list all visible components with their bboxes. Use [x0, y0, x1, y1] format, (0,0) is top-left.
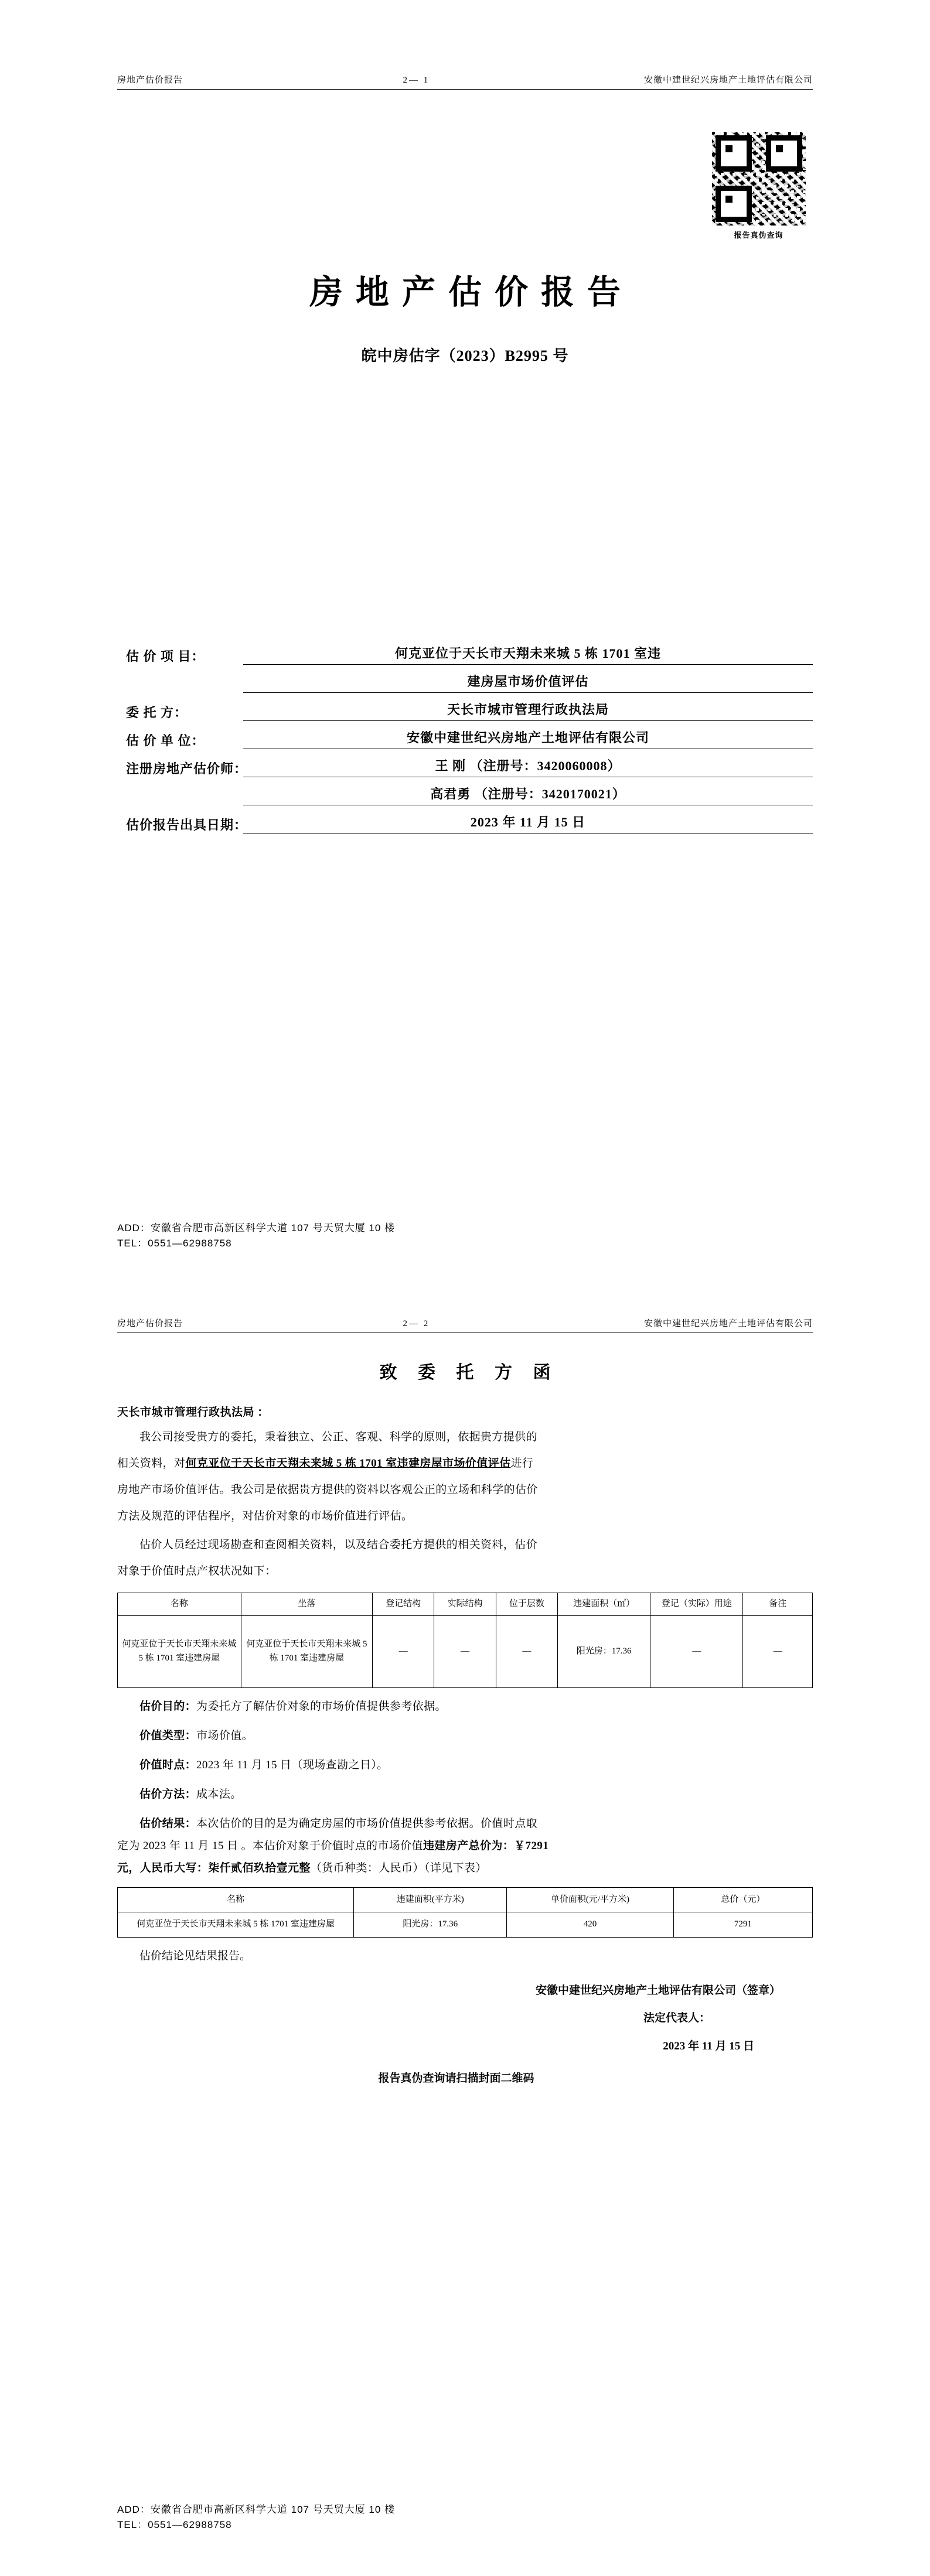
valuation-result-table: [117, 1887, 813, 1938]
kv-result-currency-note: （货币种类：人民币）（详见下表）: [310, 1862, 487, 1875]
kv-value-date-value: 2023 年 11 月 15 日（现场查勘之日）。: [196, 1758, 389, 1771]
td-remark: —: [743, 1615, 813, 1687]
table-row: [118, 1912, 813, 1937]
kv-value-date: [117, 1755, 813, 1776]
kv-result-line-1: 本次估价的目的是为确定房屋的市场价值提供参考依据。价值时点取: [196, 1817, 538, 1830]
page-1-footer: [117, 1221, 813, 1251]
paragraph-2-line-2: 对象于价值时点产权状况如下：: [117, 1565, 277, 1578]
footer-tel-2: TEL：0551—62988758: [117, 2519, 232, 2530]
kv-purpose: [117, 1696, 813, 1717]
td-location: 何克亚位于天长市天翔未来城 5 栋 1701 室违建房屋: [241, 1615, 372, 1687]
th-use: 登记（实际）用途: [650, 1593, 743, 1615]
th-location: 坐落: [241, 1593, 372, 1615]
th-result-unit-price: 单价面积(元/平方米): [507, 1888, 674, 1912]
meta-row-appraiser: [126, 756, 813, 777]
td-registered-structure: —: [372, 1615, 434, 1687]
running-header-2-page-number: 2— 2: [403, 1319, 430, 1328]
td-result-total: 7291: [673, 1912, 812, 1937]
paragraph-1-line-4: 方法及规范的评估程序，对估价对象的市场价值进行评估。: [117, 1510, 413, 1523]
paragraph-1-line-2c: 进行: [510, 1457, 534, 1470]
footer-tel: TEL：0551—62988758: [117, 1237, 232, 1249]
td-result-unit-price: 420: [507, 1912, 674, 1937]
th-result-name: 名称: [118, 1888, 354, 1912]
running-header: [117, 0, 813, 90]
meta-row-date: [126, 812, 813, 833]
meta-label-date: 估价报告出具日期：: [126, 818, 248, 832]
meta-row-project: [126, 644, 813, 665]
qr-verification-note: 报告真伪查询请扫描封面二维码: [378, 2072, 534, 2085]
signature-company: 安徽中建世纪兴房地产土地评估有限公司（签章）: [535, 1984, 781, 1997]
page-2-footer: [117, 2502, 813, 2532]
meta-row-project-cont: [126, 672, 813, 693]
td-name: 何克亚位于天长市天翔未来城 5 栋 1701 室违建房屋: [118, 1615, 241, 1687]
paragraph-1-line-2a: 相关资料，对: [117, 1457, 186, 1470]
conclusion-note: 估价结论见结果报告。: [139, 1949, 251, 1962]
meta-label-client: 委 托 方：: [126, 705, 188, 720]
running-header-left: 房地产估价报告: [117, 76, 183, 85]
qr-eye-top-left: [716, 135, 752, 172]
paragraph-1-project-emphasis: 何克亚位于天长市天翔未来城 5 栋 1701 室违建房屋市场价值评估: [185, 1457, 511, 1470]
signature-legal-rep: 法定代表人：: [643, 2012, 710, 2025]
running-header-page-number: 2— 1: [403, 76, 430, 85]
td-use: —: [650, 1615, 743, 1687]
meta-row-client: [126, 700, 813, 721]
qr-block: [707, 132, 810, 240]
th-result-area: 违建面积(平方米): [354, 1888, 507, 1912]
meta-value-project: 何克亚位于天长市天翔未来城 5 栋 1701 室违: [243, 644, 813, 665]
addressee: 天长市城市管理行政执法局 ：: [117, 1406, 269, 1419]
td-result-name: 何克亚位于天长市天翔未来城 5 栋 1701 室违建房屋: [118, 1912, 354, 1937]
meta-spacer-2: [126, 784, 243, 805]
kv-value-date-label: 价值时点：: [139, 1758, 197, 1771]
meta-block: [117, 644, 813, 833]
paragraph-1-line-3: 房地产市场价值评估。我公司是依据贵方提供的资料以客观公正的立场和科学的估价: [117, 1484, 538, 1497]
kv-method-value: 成本法。: [196, 1788, 242, 1801]
qr-eye-bottom-left: [716, 186, 752, 222]
kv-value-type-label: 价值类型：: [139, 1729, 197, 1742]
running-header-2: [117, 1306, 813, 1333]
meta-label-firm: 估 价 单 位：: [126, 733, 205, 748]
kv-purpose-label: 估价目的：: [139, 1700, 197, 1713]
td-result-area: 阳光房：17.36: [354, 1912, 507, 1937]
kv-result: [117, 1813, 813, 1834]
table-row: [118, 1615, 813, 1687]
kv-result-amount-words: 元，人民币大写：柒仟贰佰玖拾壹元整: [117, 1862, 311, 1875]
footer-address-2: ADD：安徽省合肥市高新区科学大道 107 号天贸大厦 10 楼: [117, 2504, 396, 2515]
paragraph-1: [117, 1426, 813, 1448]
result-table-header-row: [118, 1888, 813, 1912]
kv-method-label: 估价方法：: [139, 1788, 197, 1801]
paragraph-1-line-2-wrap: [117, 1453, 813, 1474]
meta-value-appraiser-1: 王 刚 （注册号：3420060008）: [243, 756, 813, 777]
paragraph-2-line-1: 估价人员经过现场勘查和查阅相关资料，以及结合委托方提供的相关资料，估价: [139, 1539, 538, 1552]
th-registered-structure: 登记结构: [372, 1593, 434, 1615]
th-name: 名称: [118, 1593, 241, 1615]
td-illegal-area: 阳光房：17.36: [558, 1615, 650, 1687]
qr-eye-top-right: [766, 135, 802, 172]
kv-value-type: [117, 1726, 813, 1747]
meta-row-appraiser-cont: [126, 784, 813, 805]
th-result-total: 总价（元）: [673, 1888, 812, 1912]
signature-date: 2023 年 11 月 15 日: [663, 2039, 754, 2052]
meta-value-firm: 安徽中建世纪兴房地产土地评估有限公司: [243, 728, 813, 749]
meta-label-project: 估 价 项 目：: [126, 649, 205, 664]
meta-value-date: 2023 年 11 月 15 日: [243, 812, 813, 833]
meta-value-client: 天长市城市管理行政执法局: [243, 700, 813, 721]
th-floor: 位于层数: [496, 1593, 557, 1615]
kv-value-type-value: 市场价值。: [196, 1729, 254, 1742]
td-actual-structure: —: [434, 1615, 496, 1687]
kv-result-total-price: 违建房产总价为：￥7291: [423, 1840, 549, 1852]
qr-caption: 报告真伪查询: [734, 231, 783, 240]
page-title: 房地产估价报告: [309, 274, 633, 311]
qr-code-icon[interactable]: [712, 132, 806, 226]
th-actual-structure: 实际结构: [434, 1593, 496, 1615]
footer-address: ADD：安徽省合肥市高新区科学大道 107 号天贸大厦 10 楼: [117, 1222, 396, 1234]
running-header-2-right: 安徽中建世纪兴房地产土地评估有限公司: [643, 1319, 813, 1328]
running-header-right: 安徽中建世纪兴房地产土地评估有限公司: [643, 76, 813, 85]
kv-purpose-value: 为委托方了解估价对象的市场价值提供参考依据。: [196, 1700, 447, 1713]
meta-label-appraiser: 注册房地产估价师：: [126, 761, 248, 776]
paragraph-1-line-1: 我公司接受贵方的委托，秉着独立、公正、客观、科学的原则，依据贵方提供的: [139, 1431, 538, 1443]
table-header-row: [118, 1593, 813, 1615]
document-number: 皖中房估字（2023）B2995 号: [361, 347, 569, 364]
kv-result-line-3-wrap: [117, 1858, 813, 1879]
td-floor: —: [496, 1615, 557, 1687]
meta-spacer: [126, 672, 243, 693]
page-2: [0, 1306, 930, 2576]
th-remark: 备注: [743, 1593, 813, 1615]
meta-value-appraiser-2: 高君勇 （注册号：3420170021）: [243, 784, 813, 805]
running-header-2-left: 房地产估价报告: [117, 1319, 183, 1328]
property-status-table: [117, 1593, 813, 1687]
meta-row-firm: [126, 728, 813, 749]
kv-result-label: 估价结果：: [139, 1817, 197, 1830]
signature-block: [117, 1977, 813, 2093]
letter-title: 致 委 托 方 函: [379, 1363, 559, 1382]
meta-value-project-line2: 建房屋市场价值评估: [243, 672, 813, 693]
kv-result-line-2: 定为 2023 年 11 月 15 日 。本估价对象于价值时点的市场价值: [117, 1840, 423, 1852]
kv-method: [117, 1784, 813, 1805]
kv-result-line-2-wrap: [117, 1836, 813, 1857]
th-illegal-area: 违建面积（㎡）: [558, 1593, 650, 1615]
